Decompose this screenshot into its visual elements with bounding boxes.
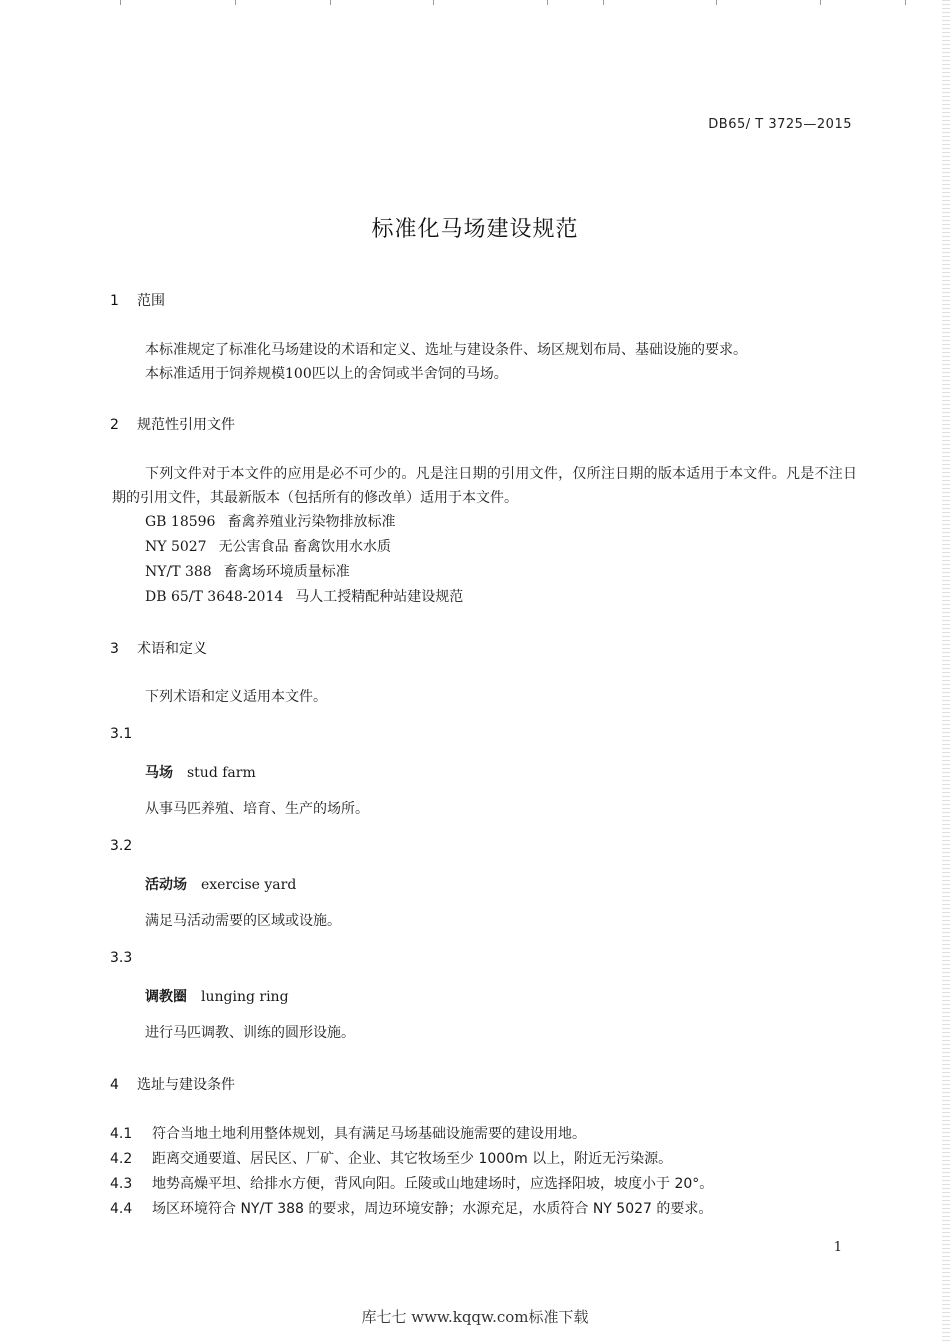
reference-name: 无公害食品 畜禽饮用水水质 bbox=[218, 539, 392, 555]
paragraph: 下列文件对于本文件的应用是必不可少的。凡是注日期的引用文件，仅所注日期的版本适用于本文件。凡是不注日期的引用文件，其最新版本（包括所有的修改单）适用于本文件。 bbox=[112, 466, 857, 506]
section-title: 规范性引用文件 bbox=[137, 417, 235, 433]
reference-item bbox=[145, 510, 395, 534]
section-number: 3 bbox=[110, 641, 119, 657]
page-title: 标准化马场建设规范 bbox=[371, 217, 579, 242]
clause-text: 地势高燥平坦、给排水方便，背风向阳。丘陵或山地建场时，应选择阳坡，坡度小于 20°。 bbox=[152, 1176, 714, 1192]
term-english: exercise yard bbox=[201, 877, 297, 893]
clause-text: 符合当地土地利用整体规划，具有满足马场基础设施需要的建设用地。 bbox=[152, 1126, 586, 1142]
scan-edge-texture bbox=[942, 0, 950, 1344]
clause-number: 4.1 bbox=[110, 1126, 133, 1142]
paragraph: 本标准规定了标准化马场建设的术语和定义、选址与建设条件、场区规划布局、基础设施的要求。 bbox=[145, 342, 747, 358]
section-number: 2 bbox=[110, 417, 119, 433]
clause-item bbox=[110, 1197, 712, 1221]
document-code: DB65/ T 3725—2015 bbox=[708, 117, 852, 132]
section-heading-1 bbox=[110, 290, 165, 310]
section-heading-2 bbox=[110, 414, 235, 434]
section-title: 选址与建设条件 bbox=[137, 1077, 235, 1093]
footer-watermark-text: 库七七 www.kqqw.com标准下载 bbox=[361, 1308, 589, 1326]
clause-item bbox=[110, 1147, 672, 1171]
term-definition: 满足马活动需要的区域或设施。 bbox=[145, 913, 341, 929]
reference-name: 畜禽养殖业污染物排放标准 bbox=[227, 514, 396, 530]
term-chinese: 调教圈 bbox=[145, 989, 187, 1005]
reference-name: 畜禽场环境质量标准 bbox=[223, 564, 350, 580]
section-number: 1 bbox=[110, 293, 119, 309]
subclause-number: 3.1 bbox=[110, 726, 133, 742]
paragraph: 下列术语和定义适用本文件。 bbox=[145, 689, 327, 705]
term-entry bbox=[145, 874, 296, 894]
term-entry bbox=[145, 762, 256, 782]
clause-number: 4.4 bbox=[110, 1201, 133, 1217]
scan-top-marks bbox=[0, 0, 950, 6]
reference-item bbox=[145, 535, 391, 559]
page-number: 1 bbox=[833, 1240, 842, 1255]
section-title: 术语和定义 bbox=[137, 641, 207, 657]
reference-item bbox=[145, 560, 350, 584]
paragraph: 本标准适用于饲养规模100匹以上的舍饲或半舍饲的马场。 bbox=[145, 366, 508, 382]
reference-code: DB 65/T 3648-2014 bbox=[145, 589, 284, 605]
term-chinese: 活动场 bbox=[145, 877, 187, 893]
reference-code: NY 5027 bbox=[145, 539, 207, 555]
term-entry bbox=[145, 986, 289, 1006]
clause-item bbox=[110, 1172, 713, 1196]
term-english: lunging ring bbox=[201, 989, 289, 1005]
clause-number: 4.3 bbox=[110, 1176, 133, 1192]
reference-name: 马人工授精配种站建设规范 bbox=[295, 589, 464, 605]
reference-code: GB 18596 bbox=[145, 514, 216, 530]
subclause-number: 3.2 bbox=[110, 838, 133, 854]
clause-item bbox=[110, 1122, 586, 1146]
term-definition: 进行马匹调教、训练的圆形设施。 bbox=[145, 1025, 355, 1041]
clause-number: 4.2 bbox=[110, 1151, 133, 1167]
clause-text: 距离交通要道、居民区、厂矿、企业、其它牧场至少 1000m 以上，附近无污染源。 bbox=[152, 1151, 673, 1167]
section-title: 范围 bbox=[137, 293, 165, 309]
clause-text: 场区环境符合 NY/T 388 的要求，周边环境安静；水源充足，水质符合 NY 5027 的要求。 bbox=[152, 1201, 713, 1217]
term-chinese: 马场 bbox=[145, 765, 173, 781]
section-heading-4 bbox=[110, 1074, 235, 1094]
section-number: 4 bbox=[110, 1077, 119, 1093]
reference-item bbox=[145, 585, 463, 609]
section-heading-3 bbox=[110, 638, 207, 658]
term-definition: 从事马匹养殖、培育、生产的场所。 bbox=[145, 801, 369, 817]
subclause-number: 3.3 bbox=[110, 950, 133, 966]
reference-code: NY/T 388 bbox=[145, 564, 212, 580]
term-english: stud farm bbox=[187, 765, 256, 781]
